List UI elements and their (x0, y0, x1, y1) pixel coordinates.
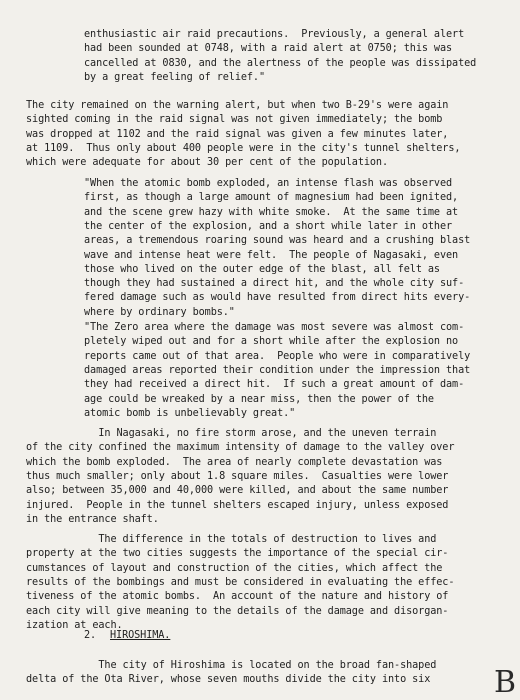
section-number: 2. (84, 630, 97, 641)
text-line: reports came out of that area. People who were in comparatively (84, 350, 471, 362)
text-line: The city remained on the warning alert, but when two B-29's were again (26, 100, 449, 111)
text-line: In Nagasaki, no fire storm arose, and the uneven terrain (26, 428, 437, 439)
text-line: which the bomb exploded. The area of nearly complete devastation was (26, 456, 443, 468)
text-line: where by ordinary bombs." (84, 306, 235, 318)
text-line: damaged areas reported their condition under the impression that (84, 364, 471, 376)
text-line: of the city confined the maximum intensity of damage to the valley over (26, 442, 455, 454)
text-line: "The Zero area where the damage was most severe was almost com- (84, 322, 465, 333)
text-line: sighted coming in the raid signal was not given immediately; the bomb (26, 114, 443, 126)
text-line: age could be wreaked by a near miss, then the power of the (84, 393, 434, 405)
text-line: though they had sustained a direct hit, and the whole city suf- (84, 278, 465, 290)
text-line: also; between 35,000 and 40,000 were killed, and about the same number (26, 485, 449, 497)
text-line: in the entrance shaft. (26, 513, 159, 525)
text-line: had been sounded at 0748, with a raid alert at 0750; this was (84, 43, 453, 55)
text-line: the center of the explosion, and a short while later in other (84, 220, 453, 232)
text-line: cancelled at 0830, and the alertness of the people was dissipated (84, 57, 477, 69)
text-line: The city of Hiroshima is located on the broad fan-shaped (26, 660, 437, 671)
text-line: which were adequate for about 30 per cent of the population. (26, 157, 389, 169)
text-line: areas, a tremendous roaring sound was heard and a crushing blast (84, 235, 471, 247)
text-line: tiveness of the atomic bombs. An account of the nature and history of (26, 591, 449, 603)
text-line: "When the atomic bomb exploded, an intense flash was observed (84, 178, 453, 189)
index-tab-letter: B (494, 665, 517, 700)
text-line: was dropped at 1102 and the raid signal was given a few minutes later, (26, 128, 449, 140)
text-line: cumstances of layout and construction of the cities, which affect the (26, 562, 443, 574)
text-line: wave and intense heat were felt. The people of Nagasaki, even (84, 249, 459, 261)
text-line: delta of the Ota River, whose seven mouths divide the city into six (26, 674, 431, 686)
text-line: injured. People in the tunnel shelters escaped injury, unless exposed (26, 499, 449, 511)
text-line: those who lived on the outer edge of the blast, all felt as (84, 263, 440, 275)
section-title: HIROSHIMA. (110, 630, 171, 641)
text-line: and the scene grew hazy with white smoke. At the same time at (84, 206, 459, 218)
text-line: pletely wiped out and for a short while after the explosion no (84, 336, 459, 348)
text-line: each city will give meaning to the details of the damage and disorgan- (26, 605, 449, 617)
text-line: The difference in the totals of destruction to lives and (26, 534, 437, 545)
text-line: enthusiastic air raid precautions. Previously, a general alert (84, 29, 465, 40)
text-line: ization at each. (26, 619, 123, 631)
text-line: at 1109. Thus only about 400 people were in the city's tunnel shelters, (26, 142, 461, 154)
text-line: property at the two cities suggests the importance of the special cir- (26, 548, 449, 560)
text-line: by a great feeling of relief." (84, 71, 266, 83)
text-line: first, as though a large amount of magnesium had been ignited, (84, 192, 459, 204)
text-line: results of the bombings and must be considered in evaluating the effec- (26, 576, 455, 588)
text-line: atomic bomb is unbelievably great." (84, 407, 296, 419)
text-line: thus much smaller; only about 1.8 square miles. Casualties were lower (26, 470, 449, 482)
text-line: fered damage such as would have resulted from direct hits every- (84, 292, 471, 304)
text-line: they had received a direct hit. If such a great amount of dam- (84, 379, 465, 391)
